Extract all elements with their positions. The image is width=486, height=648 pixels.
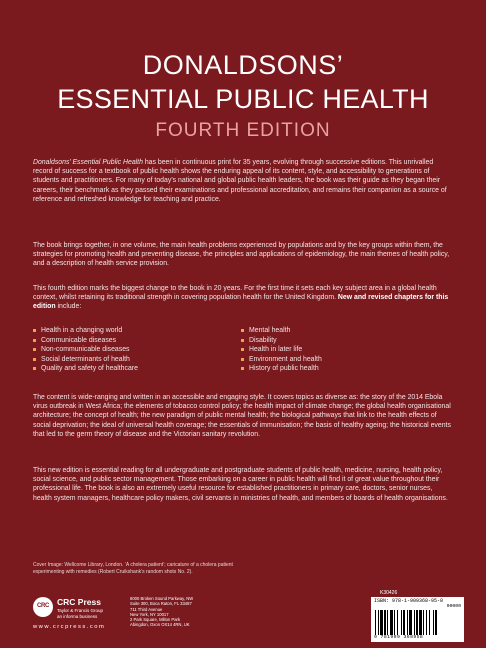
list-item: History of public health xyxy=(241,364,322,374)
title-line-1: DONALDSONS’ xyxy=(142,50,344,80)
list-item: Environment and health xyxy=(241,355,322,365)
cover-image-credit: Cover Image: Wellcome Library, London. ‘A cholera patient’; caricature of a cholera patient experimenting with remedies (Robert Cruikshank’s random shots No. 2). xyxy=(33,562,233,575)
publisher-tagline-2: an informa business xyxy=(57,614,98,619)
scope-text: The book brings together, in one volume, the main health problems experienced by populations and by the key groups within them, the strategies for promoting health and preventing disease, the principles and applications of epidemiology, the main themes of health policy, and a description of health service provision. xyxy=(33,242,450,268)
barcode-number: 9 781909 368958 xyxy=(374,635,424,640)
logo-text: CRC xyxy=(36,603,50,609)
intro-text: has been in continuous print for 35 years, evolving through successive editions. This unrivalled record of success for a textbook of public health shows the enduring appeal of its content, style, and accessibility to generations of students and practitioners. For many of today’s national and global public health leaders, the book was their guide as they began their careers, their benchmark as they passed their examinations and professional accreditation, and remains their companion as a source of reference and refreshed knowledge for teaching and practice. xyxy=(33,159,447,203)
product-code: K30426 xyxy=(380,590,398,596)
address-line: Abingdon, Oxon OX14 4RN, UK xyxy=(130,622,190,628)
address-line: 711 Third Avenue xyxy=(130,606,163,612)
list-item: Disability xyxy=(241,336,322,346)
address-line: New York, NY 10017 xyxy=(130,611,169,617)
publisher-name: CRC Press xyxy=(57,597,101,607)
content-paragraph xyxy=(33,393,453,439)
title-line-2: ESSENTIAL PUBLIC HEALTH xyxy=(57,84,429,114)
publisher-address xyxy=(130,596,250,628)
barcode-icon xyxy=(375,610,460,635)
list-item: Communicable diseases xyxy=(33,336,138,346)
edition-paragraph xyxy=(33,284,453,312)
audience-paragraph xyxy=(33,466,453,503)
edition-text-bold: New and revised chapters for this edition xyxy=(33,294,449,311)
address-line: 2 Park Square, Milton Park xyxy=(130,617,181,623)
intro-paragraph xyxy=(33,158,453,204)
chapter-list-column-2 xyxy=(241,326,322,374)
book-title-italic: Donaldsons’ Essential Public Health xyxy=(33,159,143,166)
list-item: Quality and safety of healthcare xyxy=(33,364,138,374)
publisher-tagline-1: Taylor & Francis Group xyxy=(57,608,104,613)
barcode-panel xyxy=(371,597,464,642)
content-text: The content is wide-ranging and written in an accessible and engaging style. It covers topics as diverse as: the story of the 2014 Ebola virus outbreak in West Africa; the elements of tobacco control policy; the health impact of climate change; the global health organisational architecture; the concept of health; the new paradigm of public mental health; the biological pathways that link to the health effects of social deprivation; the ideal of universal health coverage; the essentials of immunisation; the basis of healthy ageing; the historical events that led to the germ theory of disease and the Victorian sanitary revolution. xyxy=(33,394,451,438)
chapter-list-column-1 xyxy=(33,326,138,374)
price-code: 90000 xyxy=(446,604,461,609)
list-item: Social determinants of health xyxy=(33,355,138,365)
list-item: Health in later life xyxy=(241,345,322,355)
publisher-website: www.crcpress.com xyxy=(33,624,106,630)
scope-paragraph xyxy=(33,241,453,269)
isbn-label: ISBN: 978-1-909368-95-8 xyxy=(374,598,444,604)
edition-label: FOURTH EDITION xyxy=(155,120,331,141)
list-item: Health in a changing world xyxy=(33,326,138,336)
edition-text-end: include: xyxy=(55,303,82,311)
audience-text: This new edition is essential reading for all undergraduate and postgraduate students of public health, medicine, nursing, health policy, social science, and public sector management. Those embarking on a career in public health will find it of great value throughout their professional life. The book is also an extremely useful resource for established practitioners in primary care, doctors, senior nurses, health system managers, healthcare policy makers, civil servants in ministries of health, and members of boards of health organisations. xyxy=(33,467,448,502)
address-line: Suite 300, Boca Raton, FL 33487 xyxy=(130,601,192,607)
list-item: Mental health xyxy=(241,326,322,336)
edition-text-start: This fourth edition marks the biggest change to the book in 20 years. For the first time it sets each key subject area in a global health context, whilst retaining its traditional strength in covering population health for the United Kingdom. xyxy=(33,285,437,302)
list-item: Non-communicable diseases xyxy=(33,345,138,355)
crc-logo-icon xyxy=(33,597,53,617)
address-line: 6000 Broken Sound Parkway, NW xyxy=(130,596,194,601)
